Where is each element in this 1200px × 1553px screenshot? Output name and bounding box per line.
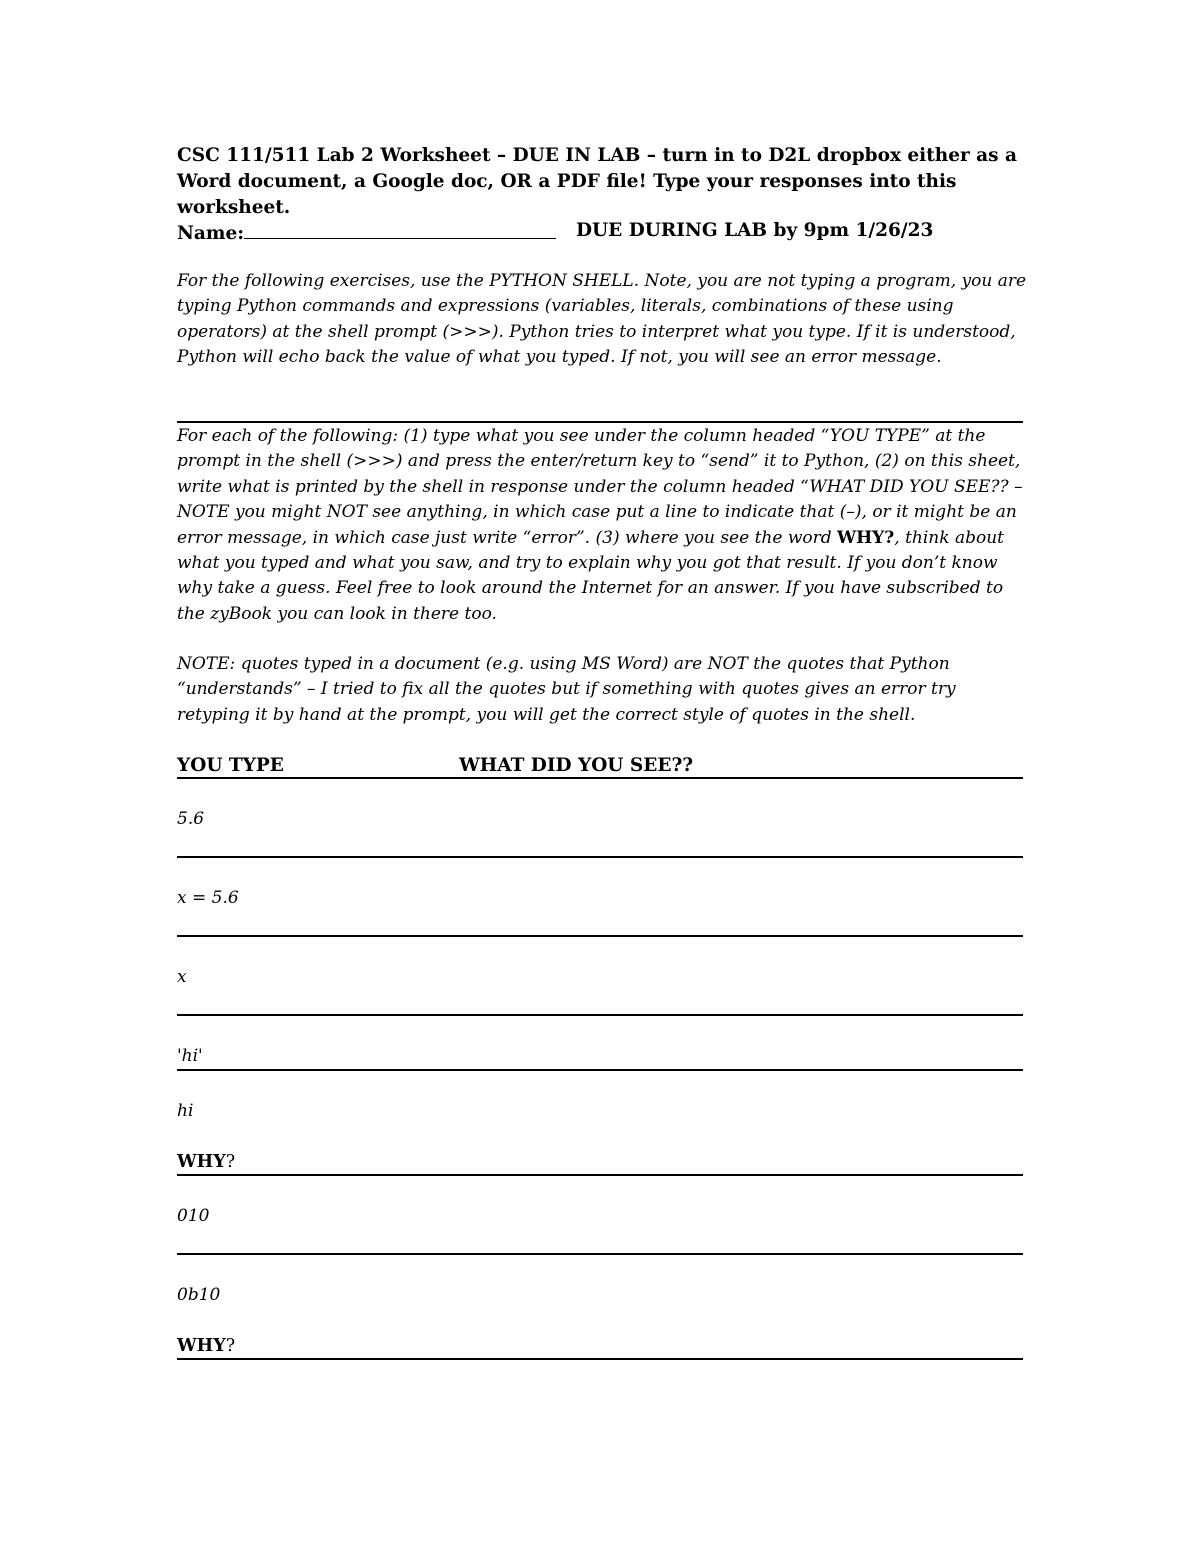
instructions-part2: , think about what you typed and what you saw, and try to explain why you got that result. If you don’t know why take a guess. Feel free to look around the Internet for an answer. If you have subscribed to the zyBook you can look in there too. xyxy=(177,527,1004,624)
header-rule xyxy=(177,777,1023,779)
instructions-paragraph xyxy=(177,424,1032,627)
why-mark-2: ? xyxy=(225,1336,236,1356)
column-header-you-type: YOU TYPE xyxy=(177,755,284,776)
row-you-type-7: 0b10 xyxy=(177,1285,221,1305)
answer-line-2[interactable] xyxy=(177,935,1023,937)
answer-line-why-1[interactable] xyxy=(177,1174,1023,1176)
intro-paragraph: For the following exercises, use the PYTHON SHELL. Note, you are not typing a program, you are typing Python commands and expressions (variables, literals, combinations of these using operators) at the shell prompt (>>>). Python tries to interpret what you type. If it is understood, Python will echo back the value of what you typed. If not, you will see an error message. xyxy=(177,271,1027,368)
row-you-type-1: 5.6 xyxy=(177,809,205,829)
row-you-type-2: x = 5.6 xyxy=(177,888,239,908)
note-paragraph: NOTE: quotes typed in a document (e.g. using MS Word) are NOT the quotes that Python “understands” – I tried to fix all the quotes but if something with quotes gives an error try retyping it by hand at the prompt, you will get the correct style of quotes in the shell. xyxy=(177,654,956,725)
row-you-type-6: 010 xyxy=(177,1206,210,1226)
column-header-what-did-you-see: WHAT DID YOU SEE?? xyxy=(459,755,694,776)
answer-line-1[interactable] xyxy=(177,856,1023,858)
answer-line-6[interactable] xyxy=(177,1253,1023,1255)
why-prompt-1 xyxy=(177,1149,235,1175)
why-mark-1: ? xyxy=(225,1152,236,1172)
answer-line-4[interactable] xyxy=(177,1069,1023,1071)
name-row xyxy=(177,218,556,247)
due-date-text: DUE DURING LAB by 9pm 1/26/23 xyxy=(576,220,934,241)
instructions-part1: For each of the following: (1) type what you see under the column headed “YOU TYPE” at the prompt in the shell (>>>) and press the enter/return key to “send” it to Python, (2) on this sheet, write what is printed by the shell in response under the column headed “WHAT DID YOU SEE?? – NOTE you might NOT see anything, in which case put a line to indicate that (–), or it might be an error message, in which case just write “error”. (3) where you see the word xyxy=(177,426,1023,548)
name-blank-line[interactable] xyxy=(244,218,556,239)
row-you-type-3: x xyxy=(177,967,187,987)
worksheet-title: CSC 111/511 Lab 2 Worksheet – DUE IN LAB – turn in to D2L dropbox either as a Word document, a Google doc, OR a PDF file! Type your responses into this worksheet. xyxy=(177,145,1017,218)
instructions-why-word: WHY? xyxy=(837,527,895,548)
why-bold-1: WHY xyxy=(177,1152,226,1172)
row-you-type-4: 'hi' xyxy=(177,1046,203,1066)
name-label: Name: xyxy=(177,223,245,244)
answer-line-3[interactable] xyxy=(177,1014,1023,1016)
why-prompt-2 xyxy=(177,1333,235,1359)
why-bold-2: WHY xyxy=(177,1336,226,1356)
section-divider xyxy=(177,421,1023,423)
row-you-type-5: hi xyxy=(177,1101,194,1121)
answer-line-why-2[interactable] xyxy=(177,1358,1023,1360)
